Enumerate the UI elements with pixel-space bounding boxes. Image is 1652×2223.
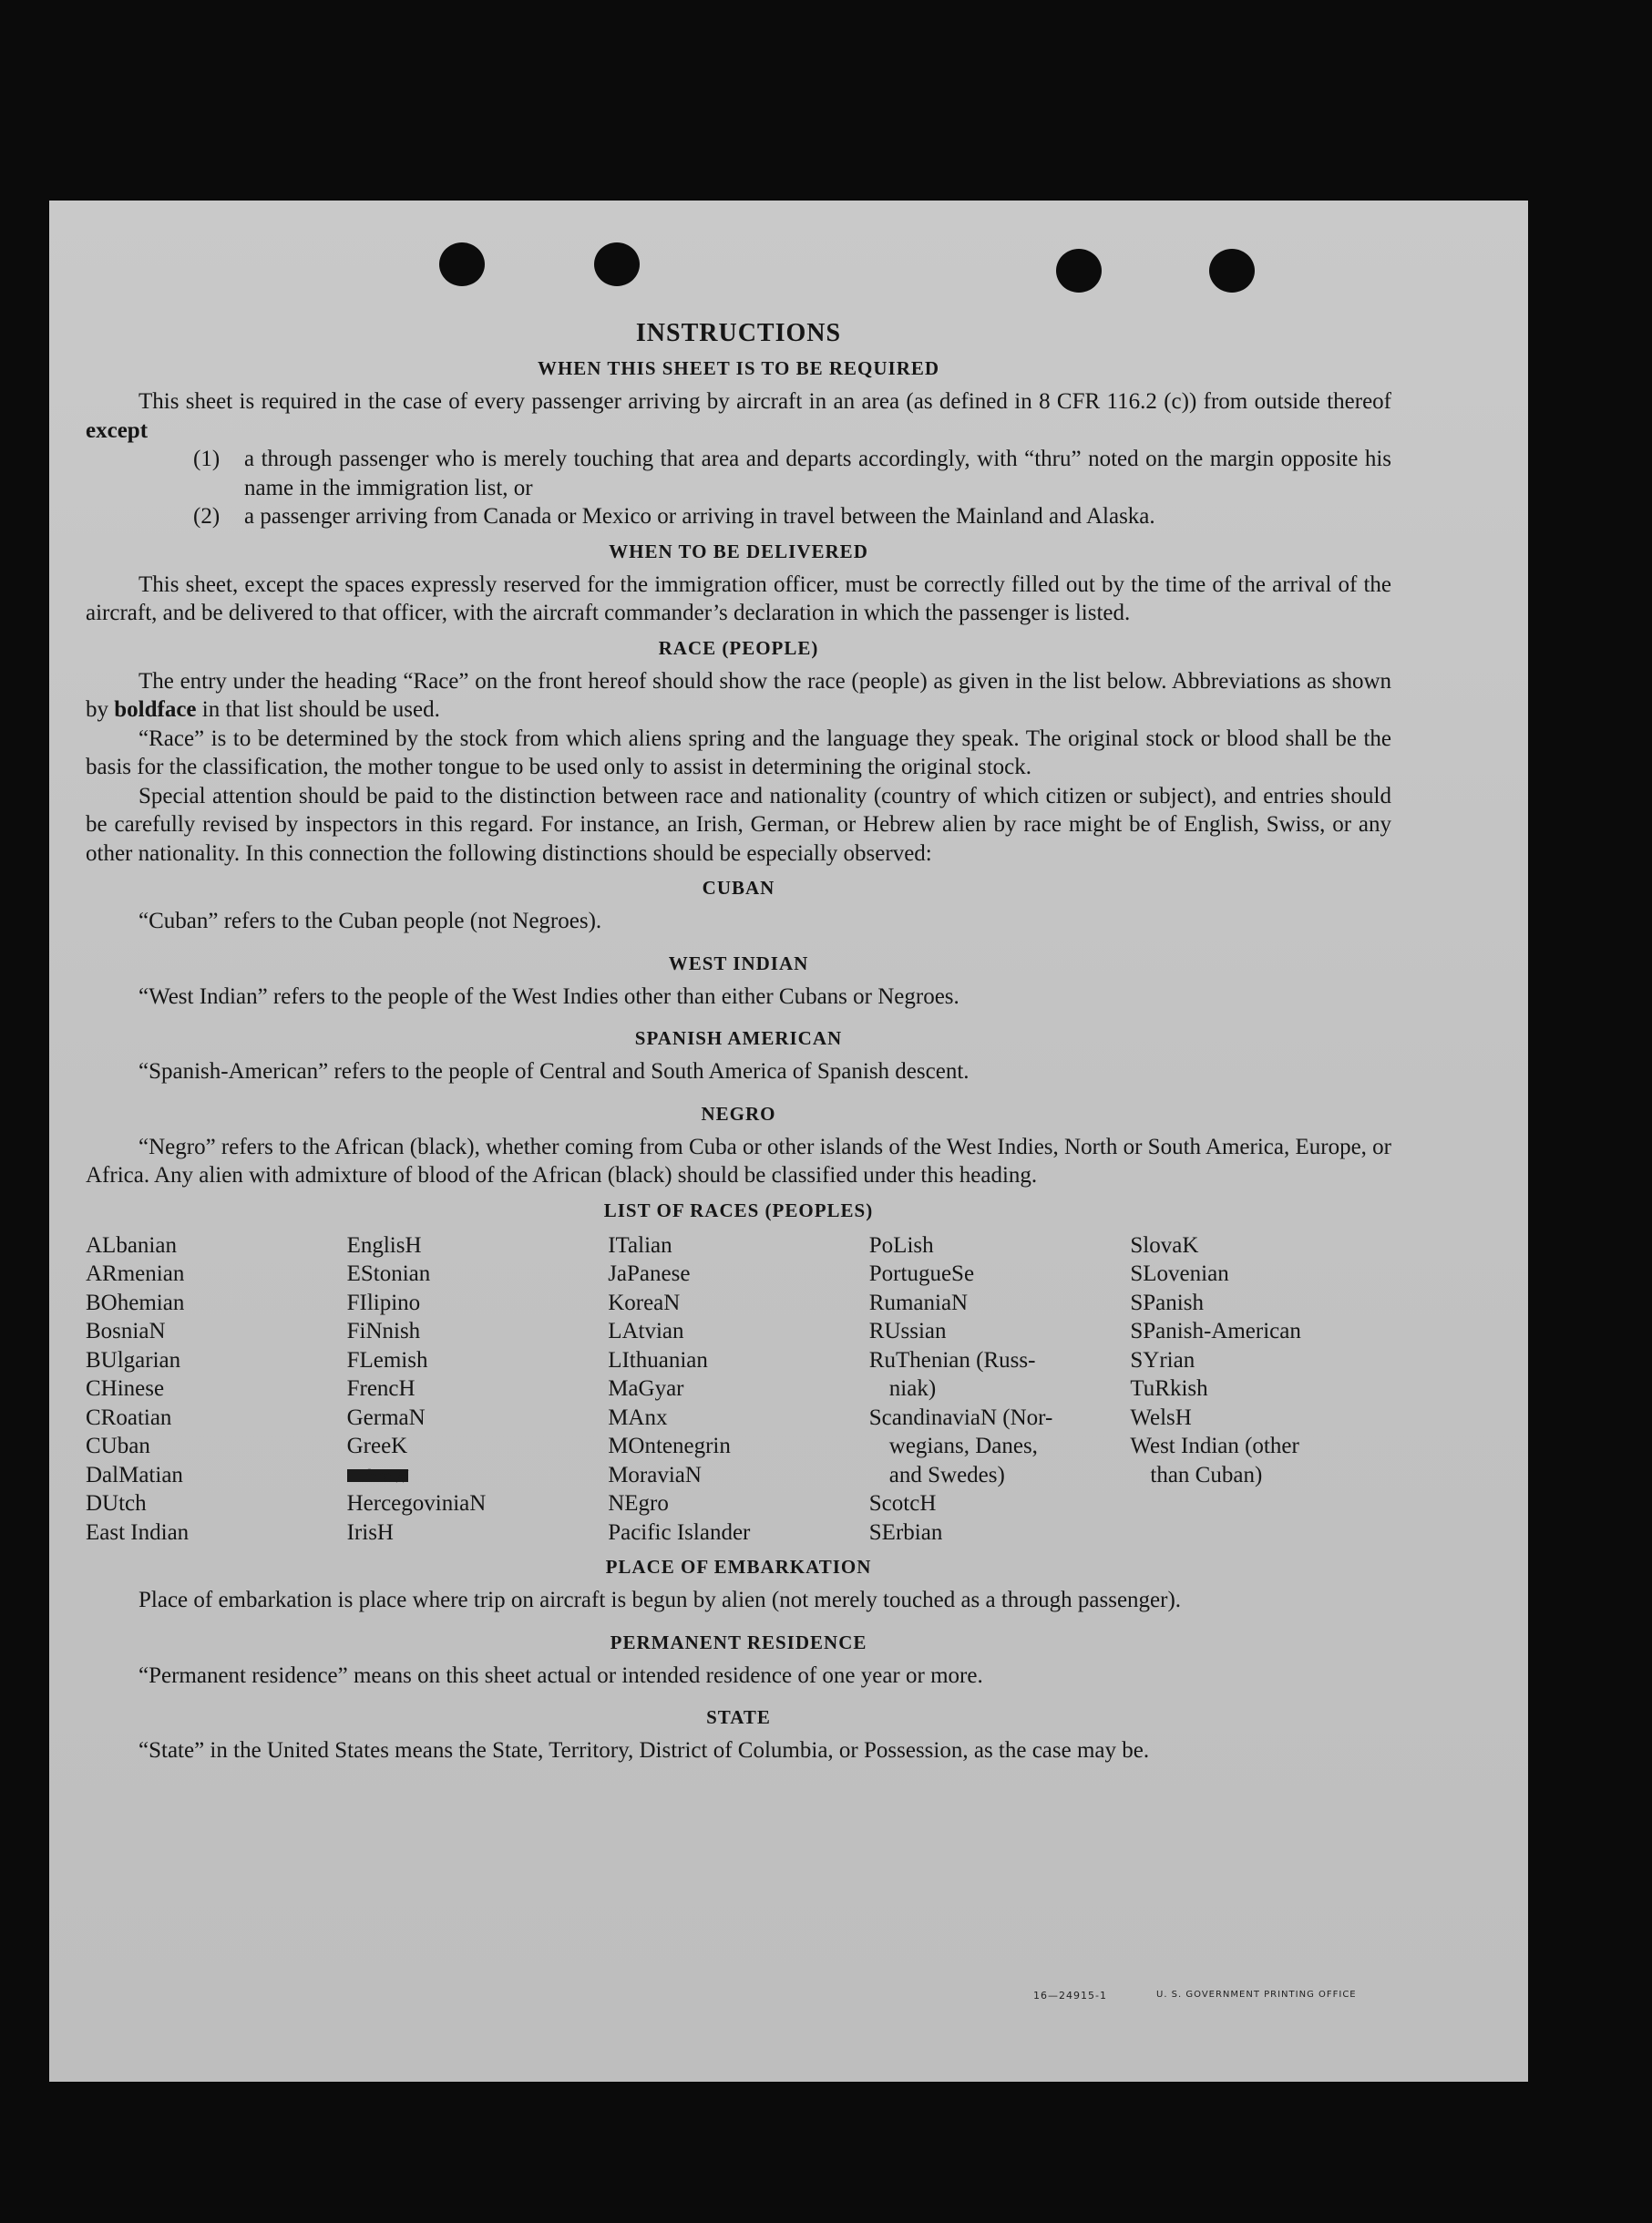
race-item: CHinese bbox=[86, 1376, 165, 1401]
negro-paragraph: “Negro” refers to the African (black), whether coming from Cuba or other islands of the West Indies, North or South America, Europe, or Africa. Any alien with admixture of blood of the African (black) should be classified under this heading. bbox=[86, 1134, 1391, 1188]
race-item: RuThenian (Russ- bbox=[868, 1347, 1036, 1373]
race-item: NEgro bbox=[608, 1491, 669, 1516]
race-item-continued: niak) bbox=[888, 1376, 937, 1401]
item-text: a passenger arriving from Canada or Mexico or arriving in travel between the Mainland and Alaska. bbox=[244, 504, 1155, 529]
instructions-content bbox=[86, 319, 1391, 1765]
race-list bbox=[86, 1231, 1391, 1548]
state-paragraph: “State” in the United States means the State, Territory, District of Columbia, or Possession, as the case may be. bbox=[139, 1738, 1150, 1763]
race-item: SPanish bbox=[1130, 1290, 1204, 1315]
race-item: SlovaK bbox=[1130, 1232, 1199, 1258]
race-item-continued: and Swedes) bbox=[888, 1462, 1005, 1487]
race-column-4 bbox=[869, 1231, 1131, 1548]
race-item: MaGyar bbox=[608, 1376, 684, 1401]
race-item: BUlgarian bbox=[86, 1347, 181, 1373]
race-item: HercegoviniaN bbox=[346, 1491, 487, 1516]
race-item: DUtch bbox=[86, 1491, 147, 1516]
spanish-american-paragraph: “Spanish-American” refers to the people of Central and South America of Spanish descent. bbox=[139, 1059, 970, 1084]
race-item: PoLish bbox=[868, 1232, 934, 1258]
race-item: EStonian bbox=[346, 1261, 431, 1286]
race-item: JaPanese bbox=[608, 1261, 691, 1286]
punch-hole bbox=[1056, 249, 1102, 293]
race-column-5 bbox=[1130, 1231, 1391, 1548]
race-item: SErbian bbox=[868, 1519, 943, 1545]
race-paragraph-2: “Race” is to be determined by the stock from which aliens spring and the language they speak. The original stock or blood shall be the basis for the classification, the mother tongue to be used only to assist in determining the original stock. bbox=[86, 726, 1391, 779]
race-paragraph-3: Special attention should be paid to the distinction between race and nationality (country of which citizen or subject), and entries should be carefully revised by inspectors in this regard. For instance, an Irish, German, or Hebrew alien by race might be of English, Swiss, or any other nationality. In this connection the following distinctions should be especially observed: bbox=[86, 783, 1391, 866]
race-item: DalMatian bbox=[86, 1462, 183, 1487]
race-item: ScotcH bbox=[868, 1491, 937, 1516]
race-item: ITalian bbox=[608, 1232, 672, 1258]
race-item-continued: wegians, Danes, bbox=[888, 1434, 1038, 1458]
except-word: except bbox=[86, 417, 149, 443]
section-heading-list-of-races: LIST OF RACES (PEOPLES) bbox=[603, 1199, 874, 1221]
section-heading-residence: PERMANENT RESIDENCE bbox=[610, 1631, 867, 1653]
race-item: GermaN bbox=[346, 1405, 426, 1430]
race-item: GreeK bbox=[346, 1434, 408, 1458]
punch-hole bbox=[1209, 249, 1255, 293]
item-number: (2) bbox=[193, 504, 221, 529]
race-item: IrisH bbox=[346, 1519, 394, 1545]
section-heading-state: STATE bbox=[706, 1706, 771, 1728]
section-heading-spanish-american: SPANISH AMERICAN bbox=[634, 1027, 843, 1049]
residence-paragraph: “Permanent residence” means on this sheet actual or intended residence of one year or more. bbox=[139, 1662, 983, 1688]
race-item: FLemish bbox=[346, 1347, 428, 1373]
race-item: LIthuanian bbox=[608, 1347, 708, 1373]
race-item: KoreaN bbox=[608, 1290, 681, 1315]
exception-item-2 bbox=[193, 502, 1391, 531]
race-item-continued: than Cuban) bbox=[1150, 1462, 1263, 1487]
required-text: This sheet is required in the case of every passenger arriving by aircraft in an area (as defined in 8 CFR 116.2 (c)) from outside thereof bbox=[139, 389, 1391, 414]
race-item: SLovenian bbox=[1130, 1261, 1229, 1286]
race-item: LAtvian bbox=[608, 1319, 684, 1343]
item-text: a through passenger who is merely touching that area and departs accordingly, with “thru” noted on the margin opposite his name in the immigration list, or bbox=[244, 447, 1391, 500]
race-text-a: The entry under the heading “Race” on the front hereof should show the race (people) as given in the list below. Abbreviations as shown by bbox=[86, 668, 1391, 722]
race-item: FIlipino bbox=[346, 1290, 421, 1315]
west-indian-paragraph: “West Indian” refers to the people of the West Indies other than either Cubans or Negroes. bbox=[139, 983, 959, 1009]
section-heading-required: WHEN THIS SHEET IS TO BE REQUIRED bbox=[537, 357, 940, 379]
race-item: ARmenian bbox=[86, 1261, 185, 1286]
race-item: CRoatian bbox=[86, 1405, 172, 1430]
race-item: East Indian bbox=[86, 1519, 190, 1545]
race-item: RUssian bbox=[868, 1319, 947, 1343]
required-paragraph bbox=[86, 387, 1391, 445]
embarkation-paragraph: Place of embarkation is place where trip on aircraft is begun by alien (not merely touched as a through passenger). bbox=[139, 1588, 1182, 1612]
race-column-1 bbox=[86, 1231, 347, 1548]
race-item: MAnx bbox=[608, 1405, 668, 1430]
race-column-2 bbox=[347, 1231, 609, 1548]
struck-out-entry: HebreW bbox=[346, 1466, 409, 1487]
form-sheet bbox=[49, 201, 1528, 2082]
race-item: MoraviaN bbox=[608, 1462, 702, 1487]
race-item: TuRkish bbox=[1130, 1376, 1208, 1401]
punch-hole bbox=[439, 242, 485, 286]
race-item: ScandinaviaN (Nor- bbox=[868, 1405, 1053, 1430]
race-item: MOntenegrin bbox=[608, 1434, 731, 1458]
race-item: FiNnish bbox=[346, 1319, 421, 1343]
race-item: WelsH bbox=[1130, 1405, 1192, 1430]
race-item: PortugueSe bbox=[868, 1261, 975, 1286]
section-heading-cuban: CUBAN bbox=[702, 877, 775, 899]
printing-office-imprint: U. S. GOVERNMENT PRINTING OFFICE bbox=[1156, 1990, 1357, 2000]
section-heading-delivered: WHEN TO BE DELIVERED bbox=[609, 540, 868, 562]
section-heading-west-indian: WEST INDIAN bbox=[668, 952, 809, 974]
race-item: CUban bbox=[86, 1434, 150, 1458]
race-paragraph-1 bbox=[86, 667, 1391, 725]
page-title: INSTRUCTIONS bbox=[635, 319, 842, 347]
section-heading-negro: NEGRO bbox=[701, 1102, 776, 1125]
race-item: FrencH bbox=[346, 1376, 416, 1401]
cuban-paragraph: “Cuban” refers to the Cuban people (not Negroes). bbox=[139, 909, 602, 933]
race-item: ALbanian bbox=[86, 1232, 177, 1258]
boldface-word: boldface bbox=[114, 697, 197, 722]
race-item: Pacific Islander bbox=[608, 1519, 751, 1545]
race-item: SPanish-American bbox=[1130, 1319, 1301, 1343]
form-number: 16—24915-1 bbox=[1033, 1990, 1107, 2002]
punch-hole bbox=[594, 242, 640, 286]
race-item: SYrian bbox=[1130, 1347, 1195, 1373]
race-text-c: in that list should be used. bbox=[201, 697, 440, 722]
delivered-paragraph: This sheet, except the spaces expressly reserved for the immigration officer, must be correctly filled out by the time of the arrival of the aircraft, and be delivered to that officer, with the aircraft commander’s declaration in which the passenger is listed. bbox=[86, 571, 1391, 625]
race-column-3 bbox=[608, 1231, 869, 1548]
exception-item-1 bbox=[193, 445, 1391, 502]
item-number: (1) bbox=[193, 447, 221, 471]
race-item: BosniaN bbox=[86, 1319, 166, 1343]
race-item-struck bbox=[347, 1461, 609, 1490]
race-item: West Indian (other bbox=[1130, 1434, 1299, 1458]
section-heading-race: RACE (PEOPLE) bbox=[658, 636, 819, 659]
race-item: BOhemian bbox=[86, 1290, 185, 1315]
section-heading-embarkation: PLACE OF EMBARKATION bbox=[605, 1556, 872, 1578]
race-item: EnglisH bbox=[346, 1232, 422, 1258]
race-item: RumaniaN bbox=[868, 1290, 969, 1315]
